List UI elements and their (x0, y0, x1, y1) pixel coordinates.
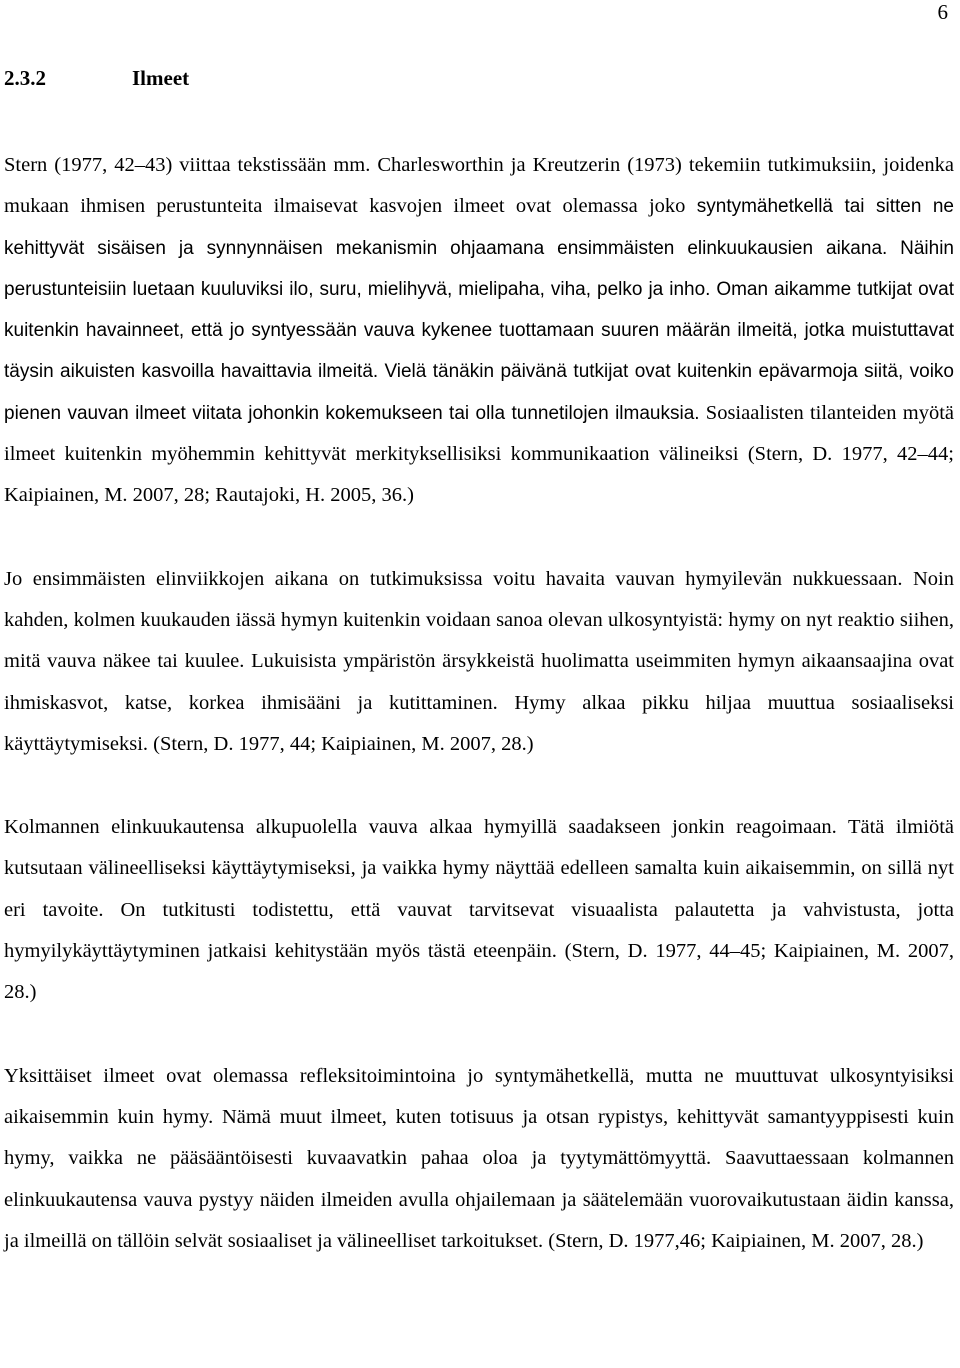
paragraph-1 (4, 145, 954, 517)
paragraph-2 (4, 559, 954, 765)
section-title: Ilmeet (132, 66, 190, 90)
section-number: 2.3.2 (4, 66, 46, 90)
text-run: syntymähetkellä tai sitten ne kehittyvät sisäisen ja synnynnäisen mekanismin ohjaamana ensimmäisten elinkuukausien aikana. (4, 196, 954, 259)
paragraph-4 (4, 1056, 954, 1262)
text-run (887, 237, 900, 259)
text-run: Näihin perustunteisiin luetaan kuuluviksi ilo, suru, mielihyvä, mielipaha, viha, pelko ja inho. (4, 237, 954, 300)
text-run: Vielä tänäkin päivänä tutkijat ovat kuitenkin epävarmoja siitä, voiko pienen vauvan ilmeet viitata johonkin kokemukseen tai olla tunnetilojen ilmauksia. (4, 361, 954, 424)
text-run: Yksittäiset ilmeet ovat olemassa refleksitoimintoina jo syntymähetkellä, mutta ne muuttuvat ulkosyntyisiksi aikaisemmin kuin hymy. Nämä muut ilmeet, kuten totisuus ja otsan rypistys, kehittyvät samantyyppisesti kuin hymy, vaikka ne pääsääntöisesti kuvaavatkin pahaa oloa ja tyytymättömyyttä. Saavuttaessaan kolmannen elinkuukautensa vauva pystyy näiden ilmeiden avulla ohjailemaan ja säätelemään vuorovaikutustaan äidin kanssa, ja ilmeillä on tällöin selvät sosiaaliset ja välineelliset tarkoitukset. (Stern, D. 1977,46; Kaipiainen, M. 2007, 28.) (4, 1064, 954, 1252)
paragraph-3 (4, 807, 954, 1013)
section-heading (4, 64, 189, 92)
text-run: Kolmannen elinkuukautensa alkupuolella vauva alkaa hymyillä saadakseen jonkin reagoimaan. Tätä ilmiötä kutsutaan välineelliseksi käyttäytymiseksi, ja vaikka hymy näyttää edelleen samalta kuin aikaisemmin, on sillä nyt eri tavoite. On tutkitusti todistettu, että vauvat tarvitsevat visuaalista palautetta ja vahvistusta, jotta hymyilykäyttäytyminen jatkaisi kehitystään myös tästä eteenpäin. (Stern, D. 1977, 44–45; Kaipiainen, M. 2007, 28.) (4, 816, 954, 1004)
text-run: Jo ensimmäisten elinviikkojen aikana on tutkimuksissa voitu havaita vauvan hymyilevän nukkuessaan. Noin kahden, kolmen kuukauden iässä hymyn kuitenkin voidaan sanoa olevan ulkosyntyistä: hymy on nyt reaktio siihen, mitä vauva näkee tai kuulee. Lukuisista ympäristön ärsykkeistä huolimatta useimmiten hymyn aikaansaajina ovat ihmiskasvot, katse, korkea ihmisääni ja kutittaminen. Hymy alkaa pikku hiljaa muuttua sosiaaliseksi käyttäytymiseksi. (Stern, D. 1977, 44; Kaipiainen, M. 2007, 28.) (4, 567, 954, 755)
body-text (4, 145, 954, 1304)
page-number: 6 (937, 0, 948, 24)
text-run: Sosiaalisten tilanteiden myötä ilmeet kuitenkin myöhemmin kehittyvät merkityksellisiksi kommunikaation välineiksi (Stern, D. 1977, 42–44; Kaipiainen, M. 2007, 28; Rautajoki, H. 2005, 36.) (4, 401, 954, 507)
text-run: Oman aikamme tutkijat ovat kuitenkin havainneet, että jo syntyessään vauva kykenee tuottamaan suuren määrän ilmeitä, jotka muistuttavat täysin aikuisten kasvoilla havaittavia ilmeitä. (4, 278, 954, 383)
text-run: Stern (1977, 42–43) viittaa tekstissään mm. Charlesworthin ja Kreutzerin (1973) tekemiin tutkimuksiin, joidenka mukaan ihmisen perustunteita ilmaisevat kasvojen ilmeet ovat olemassa joko (4, 154, 954, 218)
